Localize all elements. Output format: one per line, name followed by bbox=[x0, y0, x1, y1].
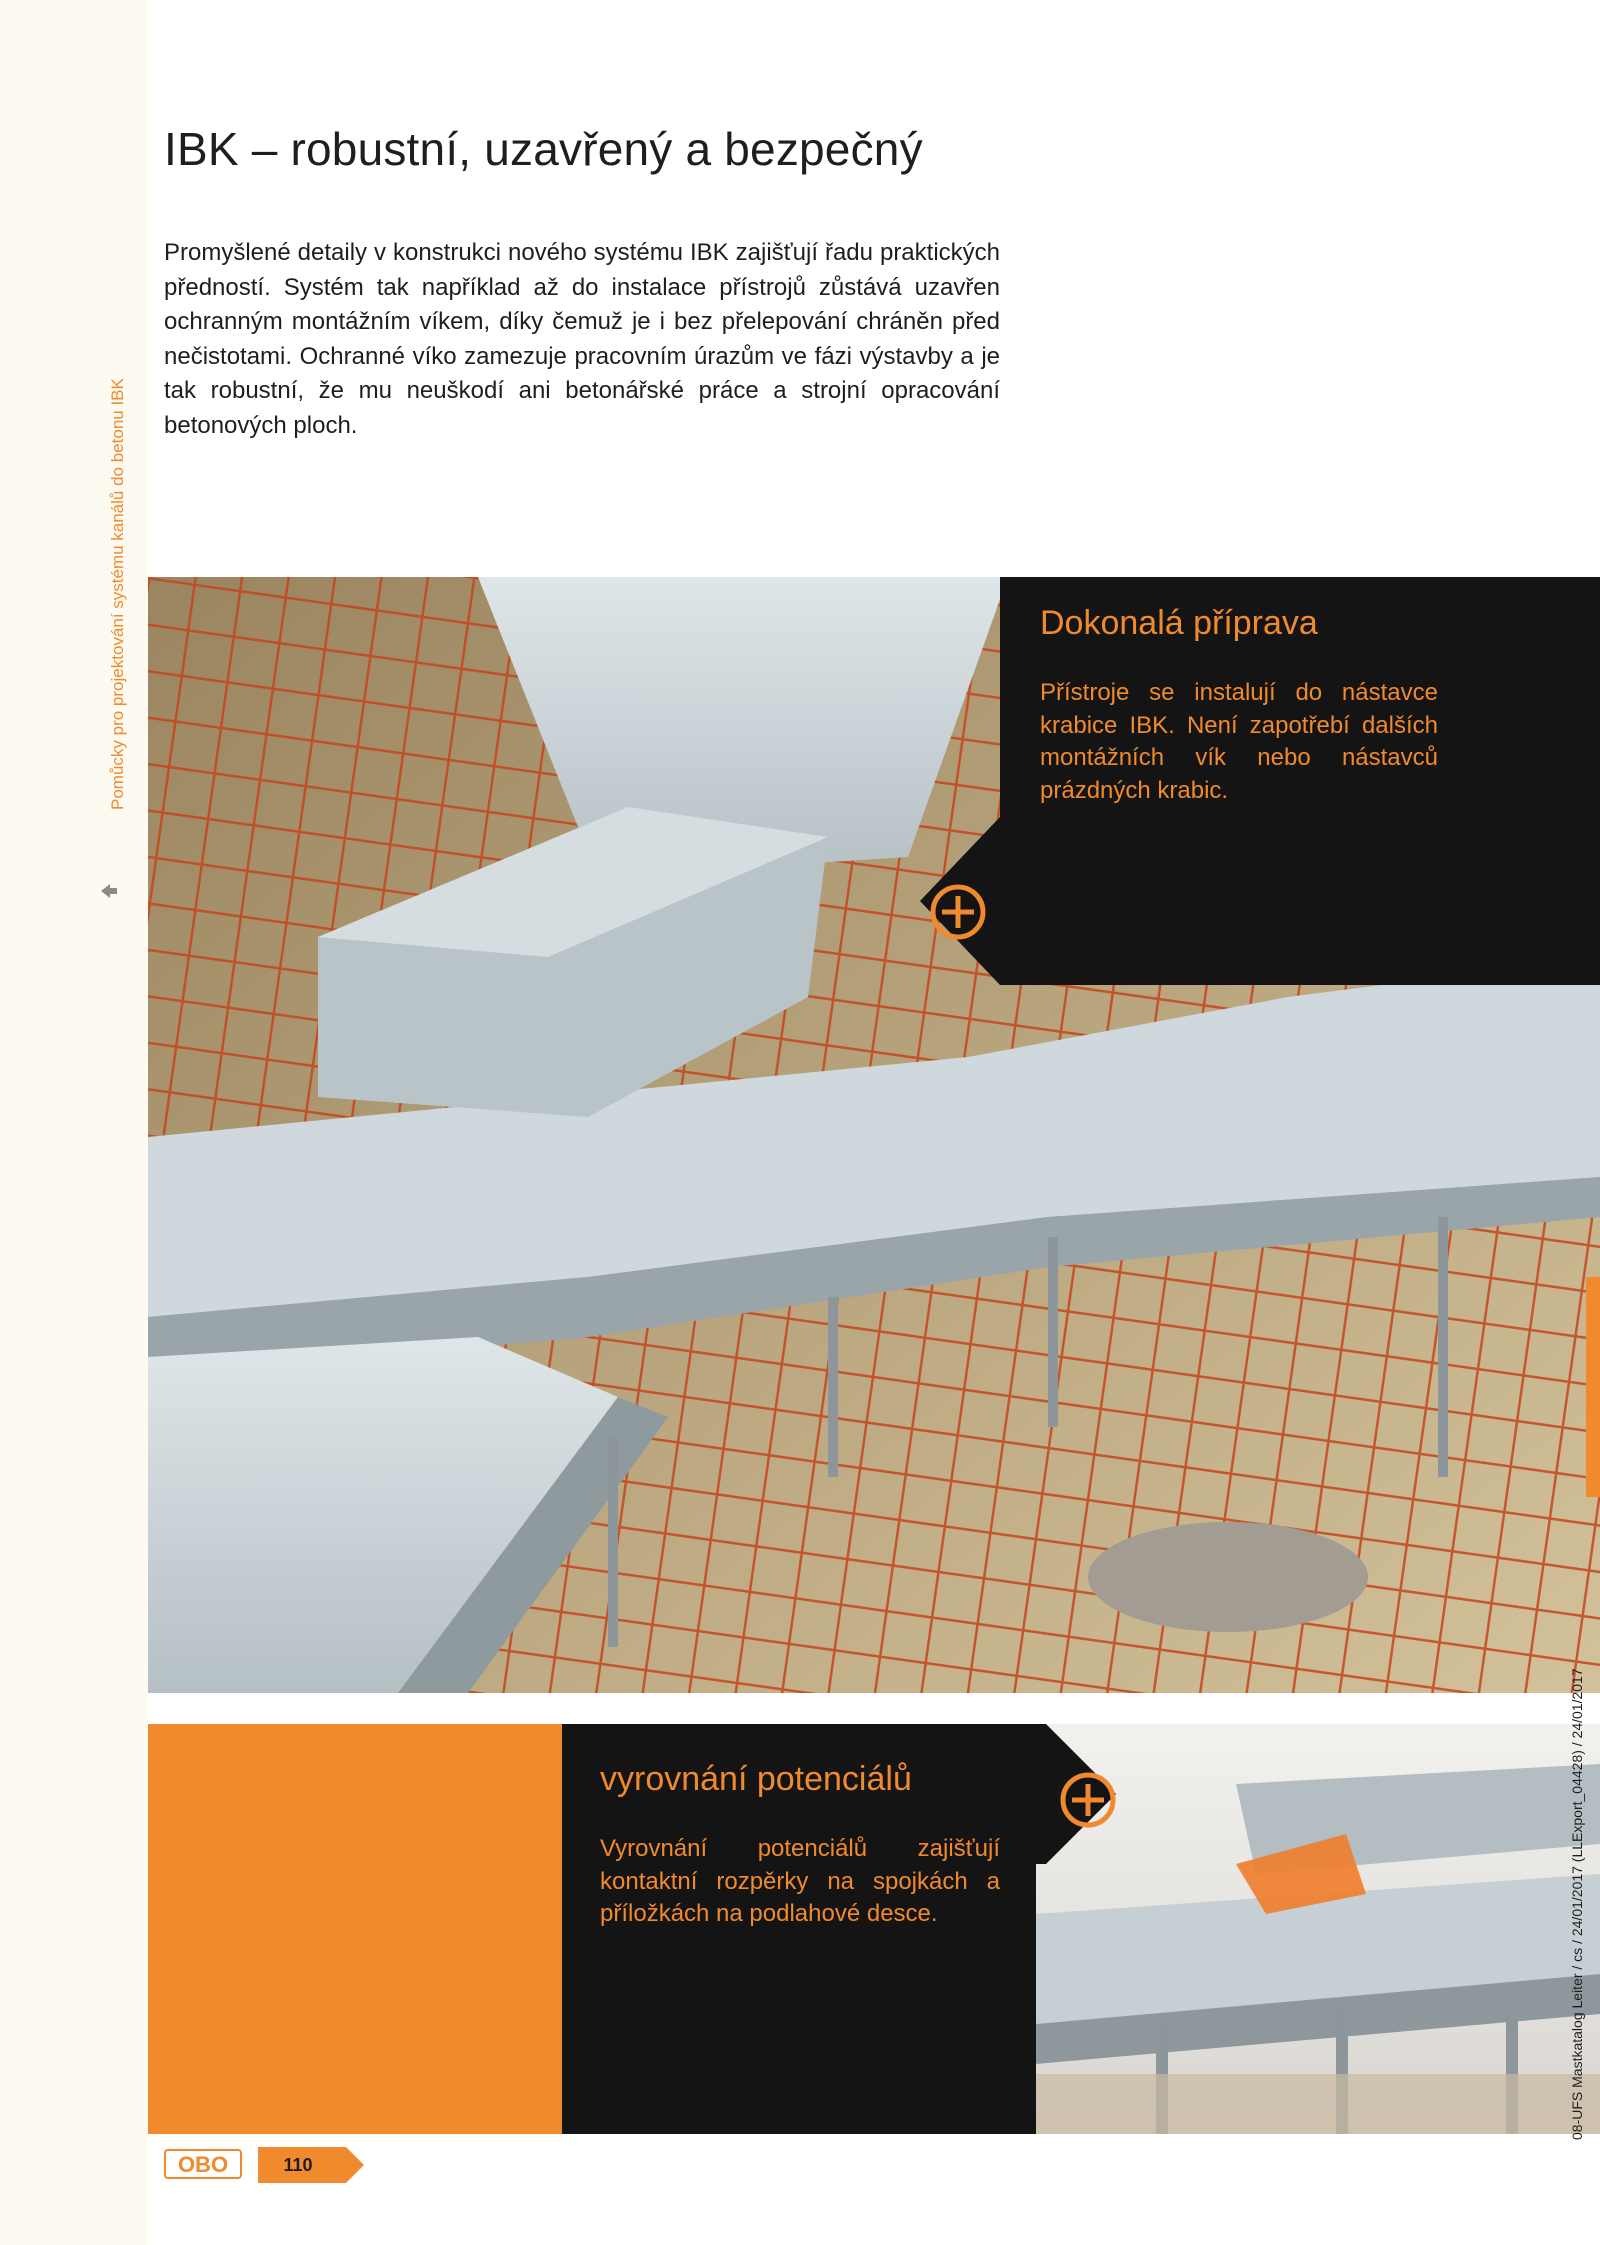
sidebar bbox=[0, 0, 148, 2245]
page-number: 110 bbox=[283, 2155, 313, 2175]
callout-body: Přístroje se instalují do nástavce krabice IBK. Není zapotřebí dalších montážních vík nebo nástavců prázdných krabic. bbox=[1040, 679, 1438, 804]
callout-title: vyrovnání potenciálů bbox=[600, 1760, 912, 1798]
callout-body: Vyrovnání potenciálů zajišťují kontaktní rozpěrky na spojkách a příložkách na podlahové desce. bbox=[600, 1835, 1000, 1927]
plus-circle-icon bbox=[1058, 1770, 1118, 1830]
orange-block bbox=[148, 1724, 562, 2134]
obo-logo bbox=[164, 2149, 242, 2179]
obo-logo-text: OBO bbox=[177, 2152, 229, 2177]
intro-paragraph: Promyšlené detaily v konstrukci nového systému IBK zajišťují řadu praktických předností. Systém tak například až do instalace přístrojů zůstává uzavřen ochranným montážním víkem, díky čemuž je i bez přelepování chráněn před nečistotami. Ochranné víko zamezuje pracovním úrazům ve fázi výstavby a je tak robustní, že mu neuškodí ani betonářské práce a strojní opracování betonových ploch. bbox=[164, 239, 1000, 439]
plus-circle-icon bbox=[928, 882, 988, 942]
section-arrow-icon bbox=[98, 880, 120, 902]
catalog-reference: 08-UFS Mastkatalog Leiter / cs / 24/01/2017 (LLExport_04428) / 24/01/2017 bbox=[1569, 1668, 1585, 2140]
callout-dokonala-priprava bbox=[1040, 604, 1438, 807]
section-label: Pomůcky pro projektování systému kanálů do betonu IBK bbox=[108, 378, 127, 810]
page-title: IBK – robustní, uzavřený a bezpečný bbox=[164, 123, 923, 175]
callout-title: Dokonalá příprava bbox=[1040, 604, 1318, 642]
callout-vyrovnani-potencialu bbox=[600, 1760, 1000, 1931]
photo-spacer-detail bbox=[1036, 1724, 1600, 2134]
